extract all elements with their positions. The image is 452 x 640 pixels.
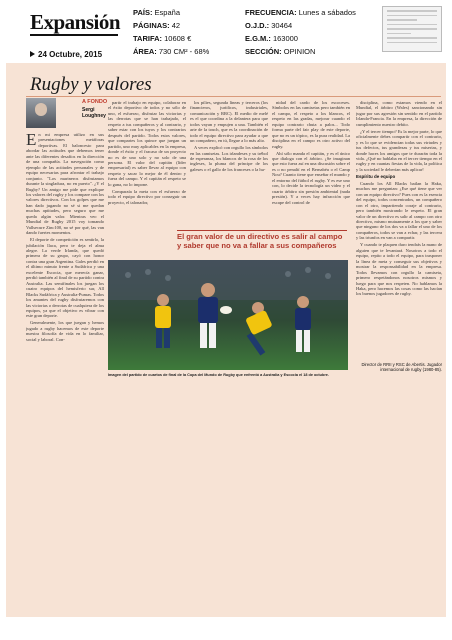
paragraph: nidad del cardo de los escoceses. Símbolos en las camisetas pero también en el campo, el respeto a los blancos, el respeto en las gradas, mejorar cuando el equipo contrario chuta a palos... Todo forma parte del fair play de este deporte, que no es un tópico, es la pura realidad. La disciplina en el campo es otro activo del rugby. (272, 100, 350, 149)
pais-value: España (154, 8, 180, 17)
newspaper-logo: Expansión (30, 10, 121, 34)
column-1 (26, 132, 104, 404)
signature-role: Director de RRII y RSC de Abertis. Jugador internacional de rugby (1980-85). (361, 362, 442, 372)
paragraph: Comparaía la meta con el esfuerzo de todo el equipo directivo por conseguir un proyecto, el talonador, (108, 188, 186, 205)
author-avatar (26, 98, 56, 128)
author-signature (358, 362, 442, 372)
column-5 (356, 100, 442, 360)
author-box (26, 98, 110, 128)
paragraph: Cuando los All Blacks bailan la Haka, muchos me preguntan: ¿Ese qué tiene que ver con un equipo directivo? Pues con es la esencia del equipo, todos concentrados, un compañero con el otro, impartiendo coraje al contrario, pero también mostrando le respeto. El gran valor de un directivo es salir al campo con otro directivo, mismo mutuamente a los que y saber que ninguno de los dos va a fallar el uno de los compañeros, todos se van a echar, y las tercera y las triunfos en van a compartir. (356, 180, 442, 241)
tarifa-label: TARIFA: (133, 34, 163, 43)
column-subhead: Espíritu de equipo (356, 173, 396, 179)
tarifa-value: 10608 € (164, 34, 192, 43)
area-label: ÁREA: (133, 47, 157, 56)
paginas-value: 42 (171, 21, 181, 30)
logo-underline (30, 34, 118, 36)
column-4 (272, 100, 350, 226)
ojd-value: 30464 (271, 21, 293, 30)
paragraph: Ahí sólo manda el capitán, y es el único que dialoga con el árbitro. ¿Se imaginan que esto fuera así en una discusión sobre el es o no penaltí en el Bernabéu o el Camp Nou? Cuanto tiene que enseñar el mundo y el entorno del fútbol el rugby. Y es ese uno con, lo decide la tecnología un video y el cuarto árbitro sin presión ambiental (nada presión). Y a veces hay infracción que escape del control de (272, 150, 350, 205)
paragraph: El deporte de competición es sentirlo, la jubilación llaca, pero te deja el alma alegre. La verde Irlanda, que quedó primera de su grupo, cayó con honor contra una gran Argentina. Gales perdió en el último minuto frente a Sudáfrica y una excelente Escocia, que merecía ganar, perdió también al final de su partido contra Australia. Las semifinales los juegan los cuatro equipos del hemisferio sur, All Blacks Sudáfrica y Australia-Pumas. Todos los amantes del rugby disfrutaremos con las victorias o derrotas de cualquiera de los equipos, ya que el objetivo es vibrar con este gran deporte. (26, 237, 104, 319)
clipping-header (0, 0, 452, 62)
title-divider (26, 96, 441, 97)
meta-right (245, 6, 356, 58)
paragraph: disciplina, como estamos viendo en el Mundial, el árbitro (Wales) sancionando sin jugar por sus agresión sin sentido en el partido Irlanda-Francia. En la empresa, la dirección de cumplimiento nuestro debito. (356, 100, 442, 127)
meta-left (133, 6, 209, 58)
paragraph: Y cuando te plaquen duro tendrás la mano de alguien que te levantará. Nosotros a todo el equipo, repito a todo el equipo, para trasponer la línea de meta y conseguir sus objetivos y mostrar la responsabilidad en la empresa. Todos llevamos con orgullo la camiseta, primero respetándonos nosotros mismos y luego para que nos respeten. No hablamos la Haka, pero hacemos las cosas como las hacían los buenos jugadores de rugby. (356, 242, 442, 297)
seccion-label: SECCIÓN: (245, 47, 282, 56)
paragraph: Generalmente, los que juegan y hemos jugado a rugby hacemos de este deporte nuestra filosofía de vida en lo familiar, social y laboral. Con- (26, 320, 104, 342)
egm-label: E.G.M.: (245, 34, 271, 43)
page-thumbnail (382, 6, 442, 52)
ojd-label: O.J.D.: (245, 21, 270, 30)
author-name: Sergi Loughney (82, 107, 106, 119)
drop-cap: E (26, 132, 37, 149)
publication-date: 24 Octubre, 2015 (30, 50, 102, 59)
area-value: 730 CM² - 68% (158, 47, 210, 56)
column-2 (108, 100, 186, 226)
seccion-value: OPINION (283, 47, 316, 56)
article-title: Rugby y valores (30, 74, 152, 95)
paragraph: partir el trabajo en equipo, colaborar en el éxito deportivo de todos y no sólo de uno, el esfuerzo, disfrutar las victorias y las derrotas que se han trabajado, el respeto a tus compañeros y al contrario, y saber estar con los tuyos y los contrarios después del partido. Todos estos valores, que compartes los quince que juegan un partido, uno muy aplicables en la empresa, donde el éxito y el fracaso de un proyecto no es de uno solo y no solo de una persona. El valor del capitán (líder empresarial) es saber llevar al equipo con respeto y sacar lo mejor de él dentro y fuera del campo. Y el capitán el respeto se lo gana, no lo impone. (108, 100, 186, 187)
pull-quote: El gran valor de un directivo es salir al campo y saber que no va a fallar a sus compañeros (177, 232, 343, 251)
rugby-photo (108, 260, 348, 370)
paginas-label: PÁGINAS: (133, 21, 170, 30)
column-3 (190, 100, 268, 226)
photo-caption: Imagen del partido de cuartos de final de la Copa del Mundo de Rugby que enfrentó a Australia y Escocia el 18 de octubre. (108, 373, 329, 377)
paragraph: ¿Y el tercer tiempo? Es la mejor parte, lo que oficialmente debes compartir con el contrario, y es lo que se evidencian todas sus virtudes y tus defectos, tus grandezas y tus miserias, y donde haces los amigos que te durarán toda la vida. ¿Qué no hablaba en el tercer tiempo en el rugby y en cuantas fiestas de la vida, la política y la sociedad le deberían más aplicar! (356, 128, 442, 172)
pull-quote-rule (177, 230, 347, 231)
paragraph: los pilies, segunda líneas y terceros (los financieros, jurídicos, industriales, comunicación y RRC). El medio de melé es el que coordina a la delantera para que todos vayan y empujen a una. También el arte de la touch, que es la coordinación de todo el equipo directivo para ayudar a que un compañero, en tú, llegue a lo más alto. (190, 100, 268, 144)
egm-value: 163000 (272, 34, 298, 43)
frecuencia-label: FRECUENCIA: (245, 8, 297, 17)
paragraph: A veces explicó con orgullo los símbolos en las camisetas. Los irlandeses y su trébol de esperanza, los blancos de la rosa de los ingleses, la pluma del príncipe de los galeses o el gallo de los franceses o la hu- (190, 145, 268, 172)
paragraph: n mi empresa utilizo en sus presentaciones metáforas deportivas. El baloncesto para abordar las actitudes que debemos tener ante las diferentes desafíos en la dirección de una compañía. La navegación como ejemplo de las actitudes personales y de equipo necesarias para afrontar el trabajo conjunto. "Los marineros disfrutamos durante la singladura, no en puerto". ¿Y el Rugby? Un amigo me pide que explique los valores del rugby y los compare con los valores directivos. Con los golpes que me han dado jugando no sé si me quedan muchas aptitudes, pero seguro que me queda algún valor. Mientras veo el Mundial de Rugby 2015 voy tomando Vallsecure Zinc100, no sé por qué, las van dando fuertes momentos. (26, 132, 104, 236)
frecuencia-value: Lunes a sábados (298, 8, 356, 17)
section-kicker: A FONDO (82, 99, 108, 105)
pais-label: PAÍS: (133, 8, 153, 17)
